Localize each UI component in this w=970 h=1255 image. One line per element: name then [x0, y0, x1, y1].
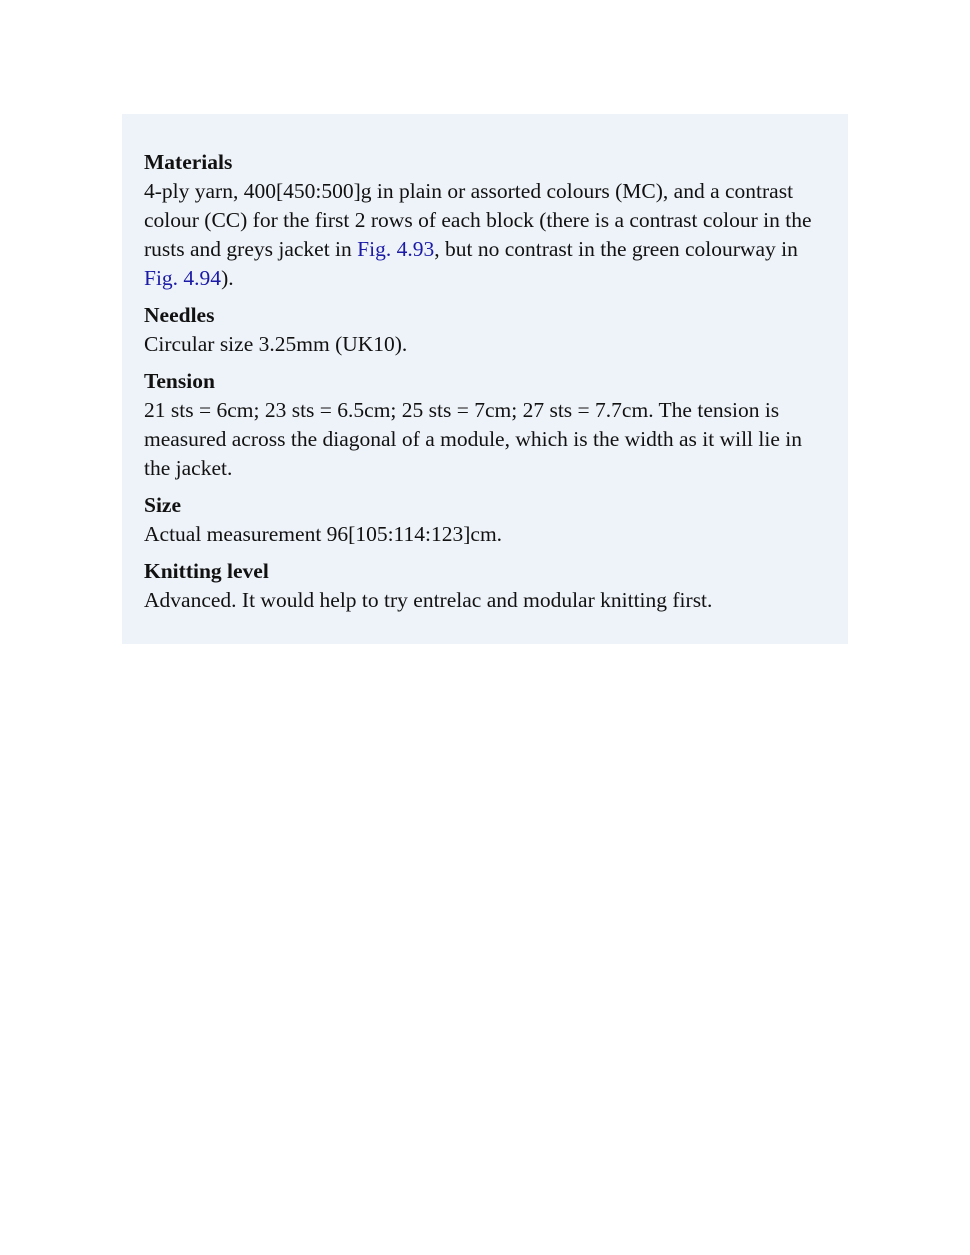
- fig-4-94-link[interactable]: Fig. 4.94: [144, 266, 222, 290]
- size-section: [144, 491, 826, 549]
- tension-section: [144, 367, 826, 483]
- materials-text: [144, 177, 826, 293]
- needles-text: Circular size 3.25mm (UK10).: [144, 332, 408, 356]
- knitting-level-heading: Knitting level: [144, 559, 269, 583]
- knitting-level-section: [144, 557, 826, 615]
- materials-heading: Materials: [144, 150, 233, 174]
- needles-section: [144, 301, 826, 359]
- size-heading: Size: [144, 493, 182, 517]
- tension-heading: Tension: [144, 369, 215, 393]
- knitting-level-text: Advanced. It would help to try entrelac and modular knitting first.: [144, 588, 713, 612]
- fig-4-93-link[interactable]: Fig. 4.93: [357, 237, 435, 261]
- materials-text-part1: 4-ply yarn, 400[450:500]g in plain or assorted colours (MC), and a contrast colour (CC) for the first 2 rows of each block (there is a contrast colour in the rusts and greys jacket in: [144, 179, 812, 261]
- tension-text: 21 sts = 6cm; 23 sts = 6.5cm; 25 sts = 7cm; 27 sts = 7.7cm. The tension is measured across the diagonal of a module, which is the width as it will lie in the jacket.: [144, 398, 802, 480]
- size-text: Actual measurement 96[105:114:123]cm.: [144, 522, 503, 546]
- materials-text-part3: ).: [221, 266, 234, 290]
- needles-heading: Needles: [144, 303, 215, 327]
- pattern-info-box: [122, 114, 848, 644]
- materials-section: [144, 148, 826, 293]
- materials-text-part2: , but no contrast in the green colourway in: [434, 237, 798, 261]
